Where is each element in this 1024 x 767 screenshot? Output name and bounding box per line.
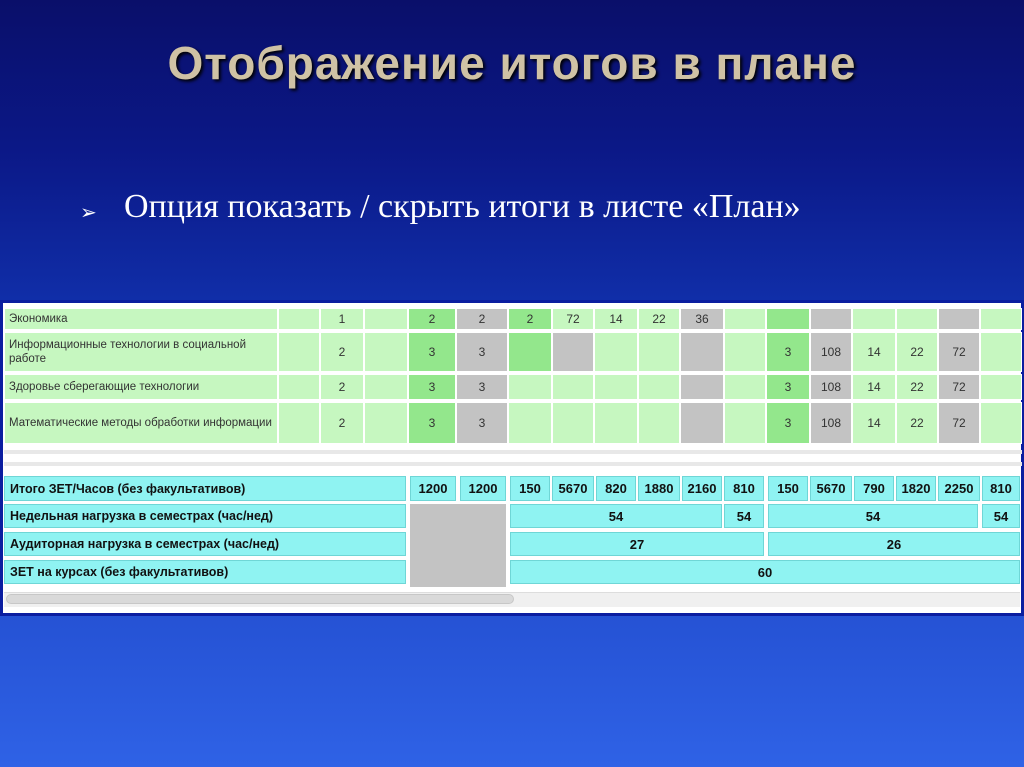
table-cell[interactable]: 22	[896, 402, 938, 444]
totals-cell: 790	[854, 476, 894, 501]
table-cell[interactable]	[594, 332, 638, 372]
table-cell[interactable]	[980, 374, 1022, 400]
table-cell[interactable]: 72	[938, 332, 980, 372]
table-cell[interactable]: 2	[320, 332, 364, 372]
table-cell[interactable]	[278, 332, 320, 372]
table-cell[interactable]: 14	[852, 374, 896, 400]
table-cell[interactable]: 72	[938, 402, 980, 444]
table-cell[interactable]	[594, 374, 638, 400]
table-cell[interactable]: 3	[408, 402, 456, 444]
table-cell[interactable]	[724, 308, 766, 330]
table-cell[interactable]: 3	[408, 332, 456, 372]
table-cell[interactable]	[680, 402, 724, 444]
course-zet-label: ЗЕТ на курсах (без факультативов)	[4, 560, 406, 584]
table-cell[interactable]	[810, 308, 852, 330]
table-cell[interactable]	[680, 332, 724, 372]
auditorium-load-label: Аудиторная нагрузка в семестрах (час/нед)	[4, 532, 406, 556]
table-cell[interactable]	[278, 374, 320, 400]
totals-cell: 810	[982, 476, 1020, 501]
table-cell[interactable]: 72	[938, 374, 980, 400]
table-cell[interactable]	[508, 402, 552, 444]
table-cell[interactable]	[980, 332, 1022, 372]
table-cell[interactable]	[766, 308, 810, 330]
table-cell[interactable]: 3	[456, 374, 508, 400]
totals-cell: 1820	[896, 476, 936, 501]
table-cell[interactable]: 1	[320, 308, 364, 330]
table-cell[interactable]: 3	[456, 402, 508, 444]
totals-cell: 150	[768, 476, 808, 501]
table-cell[interactable]: 22	[896, 374, 938, 400]
table-cell[interactable]	[552, 402, 594, 444]
divider	[4, 450, 1022, 454]
weekly-load-cell: 54	[768, 504, 978, 528]
table-cell[interactable]	[278, 402, 320, 444]
course-zet-cell: 60	[510, 560, 1020, 584]
table-cell[interactable]: 2	[456, 308, 508, 330]
table-cell[interactable]: 108	[810, 332, 852, 372]
totals-cell: 5670	[552, 476, 594, 501]
table-cell[interactable]: 3	[408, 374, 456, 400]
table-cell[interactable]: 22	[638, 308, 680, 330]
bullet-text: Опция показать / скрыть итоги в листе «План»	[124, 188, 801, 225]
weekly-load-cell: 54	[724, 504, 764, 528]
weekly-load-label: Недельная нагрузка в семестрах (час/нед)	[4, 504, 406, 528]
totals-cell: 5670	[810, 476, 852, 501]
totals-cell: 2250	[938, 476, 980, 501]
slide-title: Отображение итогов в плане	[167, 37, 857, 89]
plan-screenshot	[0, 300, 1024, 616]
table-cell[interactable]	[724, 332, 766, 372]
table-cell[interactable]	[278, 308, 320, 330]
table-cell[interactable]	[594, 402, 638, 444]
auditorium-load-cell: 26	[768, 532, 1020, 556]
table-cell[interactable]	[638, 402, 680, 444]
table-cell[interactable]	[896, 308, 938, 330]
table-cell[interactable]	[638, 374, 680, 400]
table-cell[interactable]	[364, 308, 408, 330]
table-cell[interactable]: 108	[810, 374, 852, 400]
table-cell[interactable]	[724, 402, 766, 444]
table-cell[interactable]: 2	[408, 308, 456, 330]
table-cell[interactable]	[980, 308, 1022, 330]
totals-label: Итого ЗЕТ/Часов (без факультативов)	[4, 476, 406, 501]
table-cell[interactable]: 72	[552, 308, 594, 330]
table-cell[interactable]	[552, 374, 594, 400]
row-name: Экономика	[4, 308, 278, 330]
totals-cell: 810	[724, 476, 764, 501]
empty-area	[410, 504, 506, 587]
table-cell[interactable]	[364, 332, 408, 372]
table-cell[interactable]: 3	[766, 332, 810, 372]
totals-cell: 820	[596, 476, 636, 501]
table-cell[interactable]: 36	[680, 308, 724, 330]
table-cell[interactable]	[852, 308, 896, 330]
weekly-load-cell: 54	[982, 504, 1020, 528]
table-cell[interactable]: 14	[852, 402, 896, 444]
table-cell[interactable]: 2	[320, 374, 364, 400]
scrollbar-thumb[interactable]	[6, 594, 514, 604]
totals-cell: 1880	[638, 476, 680, 501]
table-cell[interactable]: 3	[456, 332, 508, 372]
table-cell[interactable]: 3	[766, 402, 810, 444]
row-name: Математические методы обработки информации	[4, 402, 278, 444]
totals-cell: 1200	[410, 476, 456, 501]
table-cell[interactable]: 14	[594, 308, 638, 330]
table-cell[interactable]	[680, 374, 724, 400]
weekly-load-cell: 54	[510, 504, 722, 528]
arrow-bullet-icon: ➢	[80, 200, 97, 224]
table-cell[interactable]: 22	[896, 332, 938, 372]
table-cell[interactable]	[508, 374, 552, 400]
divider	[4, 462, 1022, 466]
table-cell[interactable]	[724, 374, 766, 400]
table-cell[interactable]: 2	[320, 402, 364, 444]
table-cell[interactable]	[364, 374, 408, 400]
row-name: Информационные технологии в социальной работе	[4, 332, 278, 372]
table-cell[interactable]	[552, 332, 594, 372]
auditorium-load-cell: 27	[510, 532, 764, 556]
table-cell[interactable]	[638, 332, 680, 372]
table-cell[interactable]	[364, 402, 408, 444]
table-cell[interactable]	[508, 332, 552, 372]
table-cell[interactable]: 3	[766, 374, 810, 400]
totals-cell: 150	[510, 476, 550, 501]
table-cell[interactable]: 14	[852, 332, 896, 372]
table-cell[interactable]	[980, 402, 1022, 444]
table-cell[interactable]: 2	[508, 308, 552, 330]
totals-cell: 2160	[682, 476, 722, 501]
row-name: Здоровье сберегающие технологии	[4, 374, 278, 400]
totals-cell: 1200	[460, 476, 506, 501]
table-cell[interactable]: 108	[810, 402, 852, 444]
table-cell[interactable]	[938, 308, 980, 330]
